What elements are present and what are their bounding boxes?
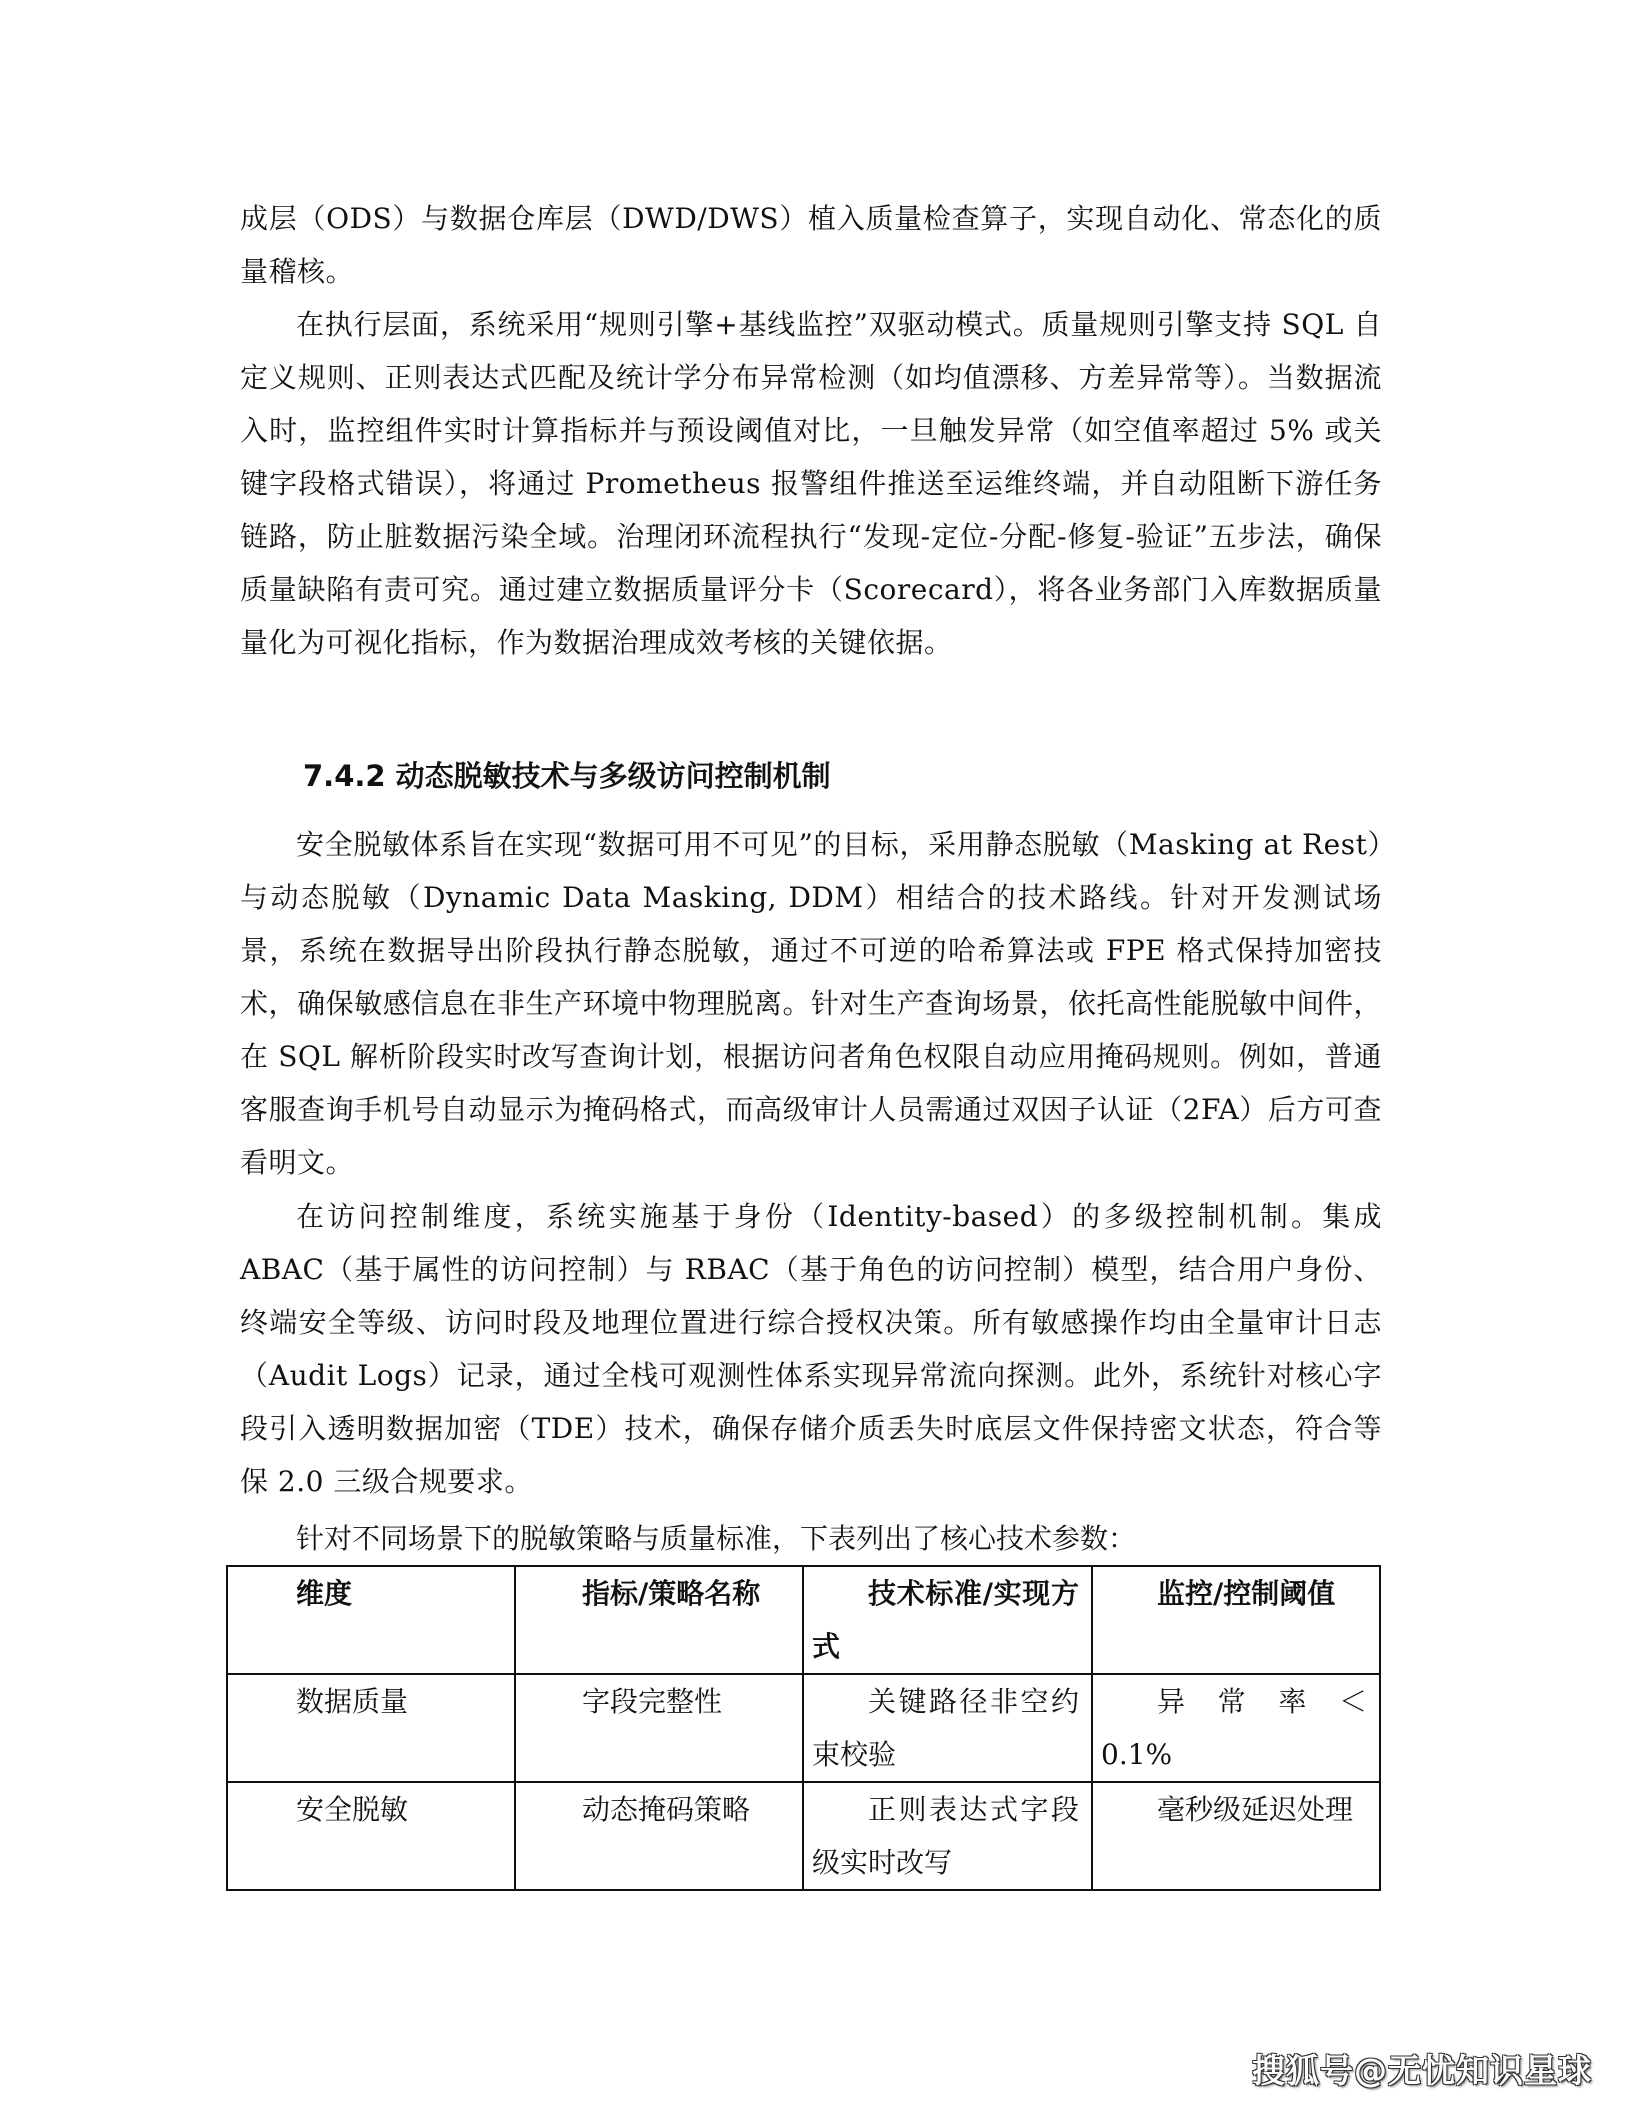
table-row: [227, 1674, 1380, 1782]
cell-metric-name: 字段完整性: [515, 1674, 803, 1782]
cell-metric-name: 动态掩码策略: [515, 1782, 803, 1890]
table-intro: 针对不同场景下的脱敏策略与质量标准，下表列出了核心技术参数：: [296, 1522, 1137, 1555]
cell-tech-standard: 正则表达式字段级实时改写: [803, 1782, 1092, 1890]
table-row: [227, 1782, 1380, 1890]
cell-tech-standard: 关键路径非空约束校验: [803, 1674, 1092, 1782]
header-threshold: 监控/控制阈值: [1092, 1566, 1380, 1674]
parameters-table: [226, 1565, 1381, 1891]
cell-dimension: 数据质量: [227, 1674, 515, 1782]
cell-threshold: 毫秒级延迟处理: [1092, 1782, 1380, 1890]
cell-threshold: 异 常 率 ＜ 0.1%: [1092, 1674, 1380, 1782]
paragraph-access-control: 在访问控制维度，系统实施基于身份（Identity-based）的多级控制机制。集成 ABAC（基于属性的访问控制）与 RBAC（基于角色的访问控制）模型，结合用户身份、终端安全等级、访问时段及地理位置进行综合授权决策。所有敏感操作均由全量审计日志（Audit Logs）记录，通过全栈可观测性体系实现异常流向探测。此外，系统针对核心字段引入透明数据加密（TDE）技术，确保存储介质丢失时底层文件保持密文状态，符合等保 2.0 三级合规要求。: [240, 1200, 1382, 1498]
header-tech-standard: 技术标准/实现方式: [803, 1566, 1092, 1674]
watermark: 搜狐号@无忧知识星球: [1252, 2051, 1592, 2090]
table-header-row: [227, 1566, 1380, 1674]
paragraph-quality-layers: 成层（ODS）与数据仓库层（DWD/DWS）植入质量检查算子，实现自动化、常态化的质量稽核。: [240, 202, 1382, 288]
header-metric-name: 指标/策略名称: [515, 1566, 803, 1674]
paragraph-execution-layer: 在执行层面，系统采用“规则引擎+基线监控”双驱动模式。质量规则引擎支持 SQL 自定义规则、正则表达式匹配及统计学分布异常检测（如均值漂移、方差异常等）。当数据流入时，监控组件实时计算指标并与预设阈值对比，一旦触发异常（如空值率超过 5% 或关键字段格式错误），将通过 Prometheus 报警组件推送至运维终端，并自动阻断下游任务链路，防止脏数据污染全域。治理闭环流程执行“发现-定位-分配-修复-验证”五步法，确保质量缺陷有责可究。通过建立数据质量评分卡（Scorecard），将各业务部门入库数据质量量化为可视化指标，作为数据治理成效考核的关键依据。: [240, 308, 1382, 659]
paragraph-masking-system: 安全脱敏体系旨在实现“数据可用不可见”的目标，采用静态脱敏（Masking at Rest）与动态脱敏（Dynamic Data Masking, DDM）相结合的技术路线。针对开发测试场景，系统在数据导出阶段执行静态脱敏，通过不可逆的哈希算法或 FPE 格式保持加密技术，确保敏感信息在非生产环境中物理脱离。针对生产查询场景，依托高性能脱敏中间件，在 SQL 解析阶段实时改写查询计划，根据访问者角色权限自动应用掩码规则。例如，普通客服查询手机号自动显示为掩码格式，而高级审计人员需通过双因子认证（2FA）后方可查看明文。: [240, 828, 1382, 1179]
header-dimension: 维度: [227, 1566, 515, 1674]
section-heading: 7.4.2 动态脱敏技术与多级访问控制机制: [303, 759, 831, 793]
cell-dimension: 安全脱敏: [227, 1782, 515, 1890]
